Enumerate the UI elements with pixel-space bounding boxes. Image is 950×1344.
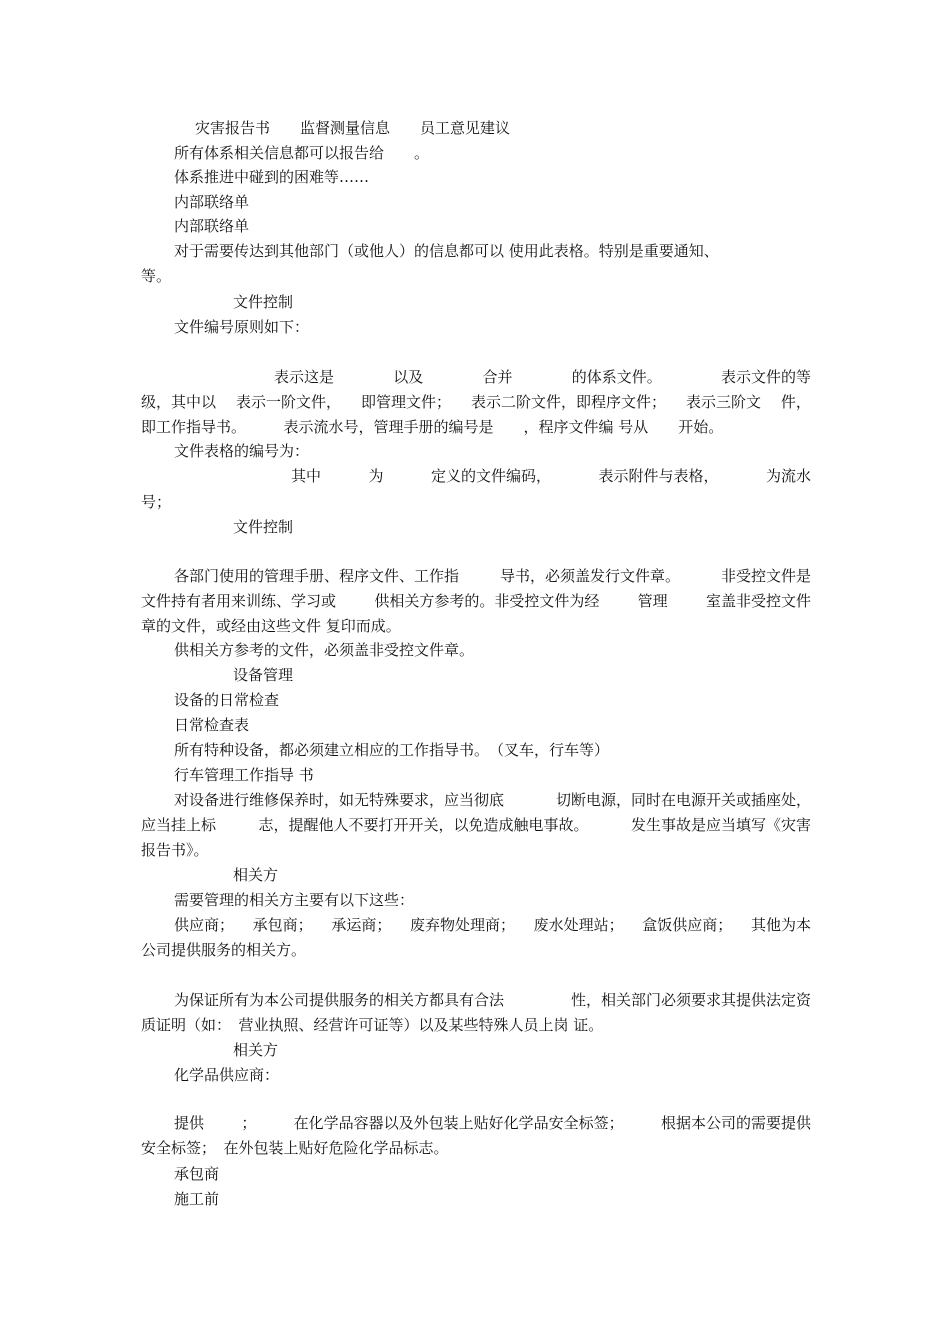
text-segment: 表示二阶文件，即程序文件； <box>470 393 666 411</box>
text-line: 所有体系相关信息都可以报告给 。 <box>174 144 430 162</box>
text-line: 文件编号原则如下： <box>174 318 310 336</box>
section-heading: 文件控制 <box>233 518 294 536</box>
justified-line <box>141 788 811 813</box>
text-line: 号； <box>141 493 172 511</box>
text-segment: 性，相关部门必须要求其提供法定资 <box>570 991 811 1009</box>
text-line: 设备的日常检查 <box>174 691 280 709</box>
text-line: 所有特种设备，都必须建立相应的工作指导书。 （叉车，行车等） <box>174 741 610 759</box>
text-line: 灾害报告书 监督测量信息 员工意见建议 <box>195 119 511 137</box>
text-segment: 各部门使用的管理手册、程序文件、工作指 <box>174 567 460 585</box>
text-segment: 的体系文件。 <box>571 368 662 386</box>
text-segment: 根据本公司的需要提供 <box>660 1114 811 1132</box>
text-line: 公司提供服务的相关方。 <box>141 941 307 959</box>
text-segment: 导书，必须盖发行文件章。 <box>499 567 680 585</box>
text-segment: 发生事故是应当填写《灾害 <box>630 816 811 834</box>
justified-line <box>141 390 811 415</box>
text-segment: 应当挂上标 <box>141 816 217 834</box>
text-segment: 定义的文件编码， <box>430 467 551 485</box>
text-line: 需要管理的相关方主要有以下这些： <box>174 891 415 909</box>
section-heading: 相关方 <box>233 866 279 884</box>
justified-line <box>141 589 811 614</box>
text-segment: 承运商； <box>331 916 392 934</box>
text-segment: 志，提醒他人不要打开开关，以免造成触电事故。 <box>258 816 589 834</box>
text-segment: 合并 <box>482 368 513 386</box>
text-segment: 其中 <box>291 467 322 485</box>
justified-line <box>141 365 811 390</box>
text-line: 安全标签； 在外包装上贴好危险化学品标志。 <box>141 1139 449 1157</box>
text-line: 承包商 <box>174 1165 220 1183</box>
text-segment: 室盖非受控文件 <box>705 592 811 610</box>
section-heading: 文件控制 <box>233 293 294 311</box>
text-segment: 供相关方参考的。非受控文件为经 <box>374 592 600 610</box>
text-segment: 为保证所有为本公司提供服务的相关方都具有合法 <box>174 991 505 1009</box>
justified-line <box>141 913 811 938</box>
text-segment: ； <box>241 1114 257 1132</box>
text-line: 化学品供应商： <box>174 1066 280 1084</box>
text-segment: 承包商； <box>252 916 313 934</box>
section-heading: 设备管理 <box>233 666 294 684</box>
text-segment: 即管理文件； <box>360 393 451 411</box>
text-line: 施工前 <box>174 1190 220 1208</box>
text-segment: 供应商； <box>174 916 235 934</box>
text-line: 内部联络单 <box>174 193 250 211</box>
justified-line <box>141 988 811 1013</box>
text-segment: 管理 <box>637 592 668 610</box>
justified-line <box>141 464 811 489</box>
text-segment: 为流水 <box>765 467 811 485</box>
text-line: 日常检查表 <box>174 716 250 734</box>
text-segment: 盒饭供应商； <box>642 916 733 934</box>
text-segment: 文件持有者用来训练、学习或 <box>141 592 337 610</box>
text-segment: 表示三阶文 <box>685 393 761 411</box>
text-segment: 对设备进行维修保养时，如无特殊要求，应当彻底 <box>174 791 505 809</box>
text-segment: 表示一阶文件， <box>235 393 341 411</box>
text-segment: 切断电源，同时在电源开关或插座处， <box>555 791 811 809</box>
text-line: 即工作指导书。 表示流水号，管理手册的编号是 ，程序文件编 号从 开始。 <box>141 418 724 436</box>
text-segment: 其他为本 <box>750 916 811 934</box>
text-line: 报告书》。 <box>141 841 209 859</box>
text-segment: 在化学品容器以及外包装上贴好化学品安全标签； <box>293 1114 624 1132</box>
justified-line <box>141 813 811 838</box>
justified-line <box>141 1111 811 1136</box>
justified-line <box>141 564 811 589</box>
text-segment: 为 <box>368 467 384 485</box>
text-line: 文件表格的编号为： <box>174 442 310 460</box>
text-segment: 级，其中以 <box>141 393 217 411</box>
text-segment: 废水处理站； <box>533 916 624 934</box>
text-line: 供相关方参考的文件，必须盖非受控文件章。 <box>174 641 475 659</box>
text-segment: 提供 <box>174 1114 205 1132</box>
text-line: 质证明（如： 营业执照、经营许可证等）以及某些特殊人员上岗 证。 <box>141 1016 604 1034</box>
text-segment: 表示这是 <box>274 368 335 386</box>
text-segment: 废弃物处理商； <box>409 916 515 934</box>
text-line: 章的文件，或经由这些文件 复印而成。 <box>141 617 401 635</box>
section-heading: 相关方 <box>233 1041 279 1059</box>
text-segment: 非受控文件是 <box>720 567 811 585</box>
text-line: 内部联络单 <box>174 217 250 235</box>
text-line: 行车管理工作指导 书 <box>174 766 314 784</box>
text-segment: 表示文件的等 <box>720 368 811 386</box>
text-line: 等。 <box>141 267 172 285</box>
text-segment: 表示附件与表格， <box>598 467 719 485</box>
text-line: 对于需要传达到其他部门（或他人）的信息都可以 使用此表格。特别是重要通知、 <box>174 242 719 260</box>
text-segment: 以及 <box>393 368 424 386</box>
text-line: 体系推进中碰到的困难等…… <box>174 168 370 186</box>
text-segment: 件， <box>780 393 811 411</box>
